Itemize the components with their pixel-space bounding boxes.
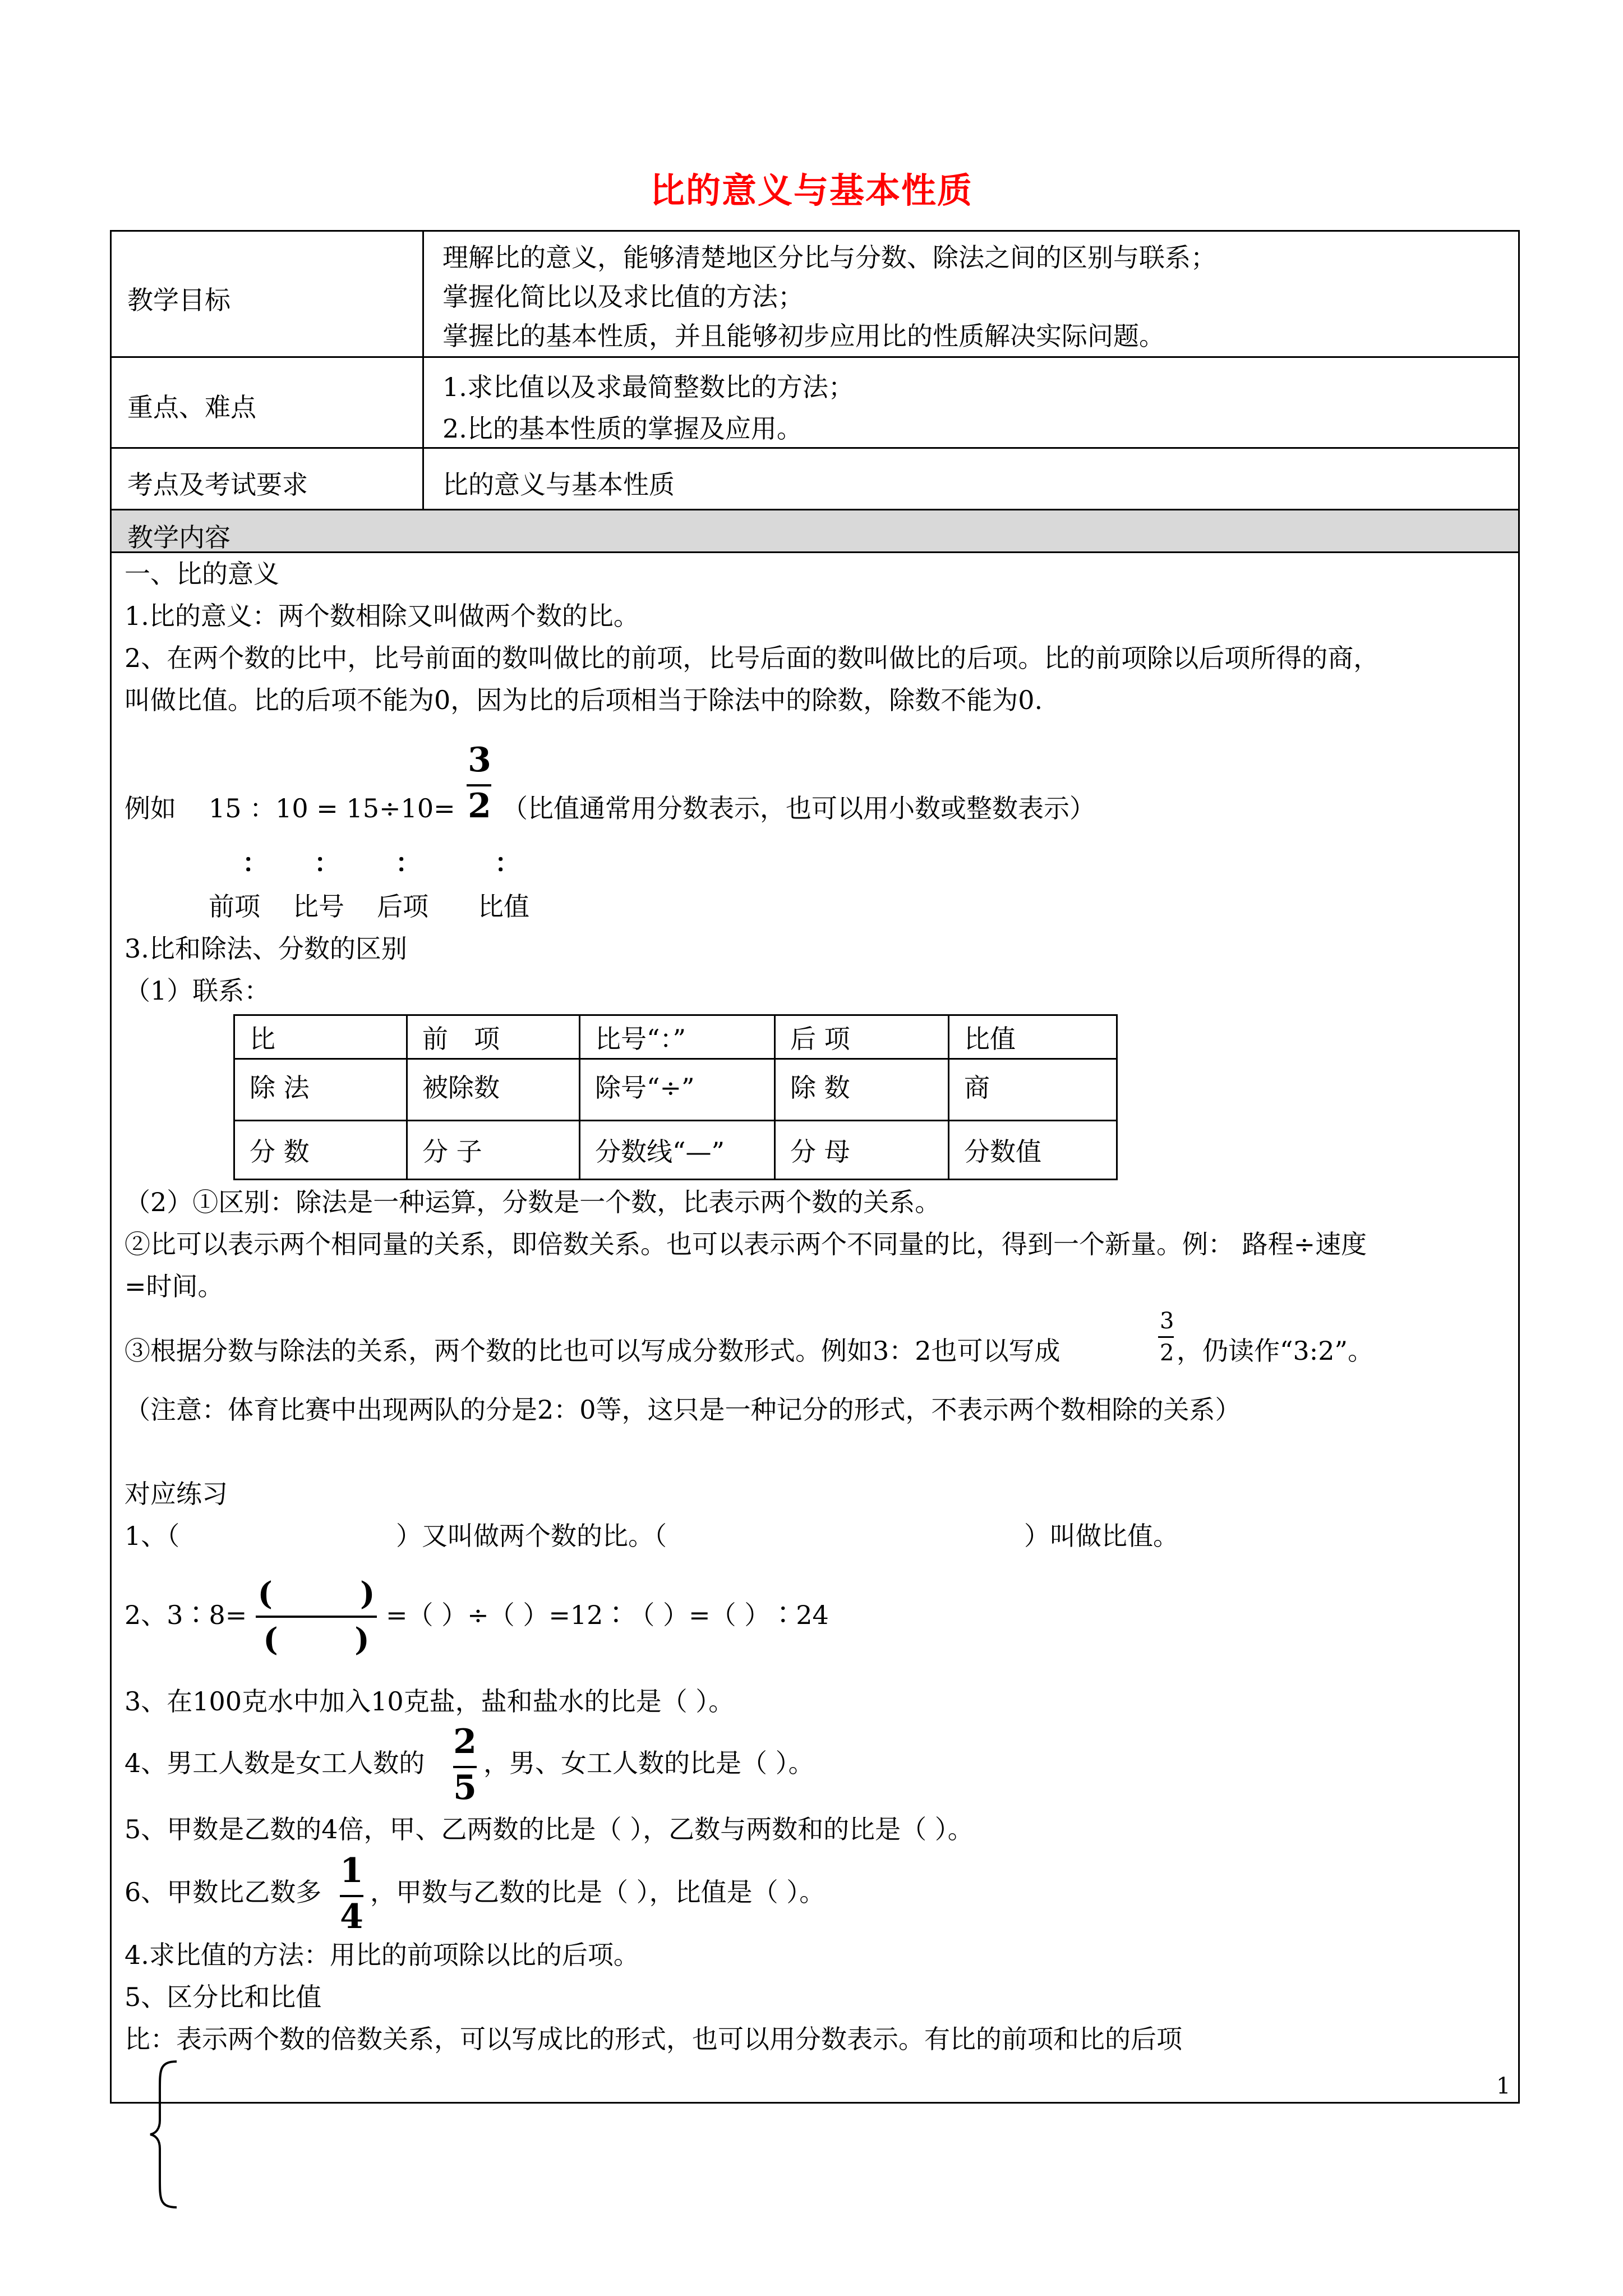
objectives-label: 教学目标 — [127, 285, 230, 315]
question-2-fraction-numerator: ( ) — [257, 1575, 375, 1612]
question-3: 3、在100克水中加入10克盐，盐和盐水的比是（ ）。 — [125, 1686, 735, 1717]
ratio-explanation: 比：表示两个数的倍数关系，可以写成比的形式，也可以用分数表示。有比的前项和比的后项 — [125, 2024, 1182, 2054]
question-4-fraction-numerator: 2 — [453, 1722, 477, 1761]
colon-mark: ： — [314, 848, 340, 878]
difference-3: ③根据分数与除法的关系，两个数的比也可以写成分数形式。例如3：2也可以写成 — [125, 1336, 1061, 1366]
table-cell: 分 数 — [234, 1121, 407, 1180]
table-cell: 后 项 — [775, 1015, 949, 1059]
difference-3-cont: ，仍读作“3:2”。 — [1177, 1336, 1374, 1366]
question-6-part-a: 6、甲数比乙数多 — [125, 1877, 322, 1907]
objective-line: 掌握化简比以及求比值的方法； — [442, 282, 804, 312]
objective-line: 理解比的意义，能够清楚地区分比与分数、除法之间的区别与联系； — [442, 242, 1216, 273]
table-cell: 比 — [234, 1015, 407, 1059]
objective-line: 掌握比的基本性质，并且能够初步应用比的性质解决实际问题。 — [442, 321, 1165, 351]
exam-label-cell — [112, 449, 424, 509]
ratio-definition: 1.比的意义：两个数相除又叫做两个数的比。 — [125, 601, 639, 631]
page-title: 比的意义与基本性质 — [649, 170, 973, 211]
question-2-part-a: 2、3∶8= — [125, 1600, 247, 1630]
exam-value: 比的意义与基本性质 — [442, 470, 675, 500]
question-6-part-b: ，甲数与乙数的比是（ ），比值是（ ）。 — [370, 1877, 826, 1907]
table-cell: 商 — [949, 1059, 1117, 1121]
example-note: （比值通常用分数表示，也可以用小数或整数表示） — [502, 793, 1095, 823]
fraction-bar — [256, 1616, 377, 1618]
table-row — [234, 1015, 1117, 1059]
table-cell: 前 项 — [407, 1015, 580, 1059]
question-4-fraction-denominator: 5 — [453, 1768, 477, 1807]
section5-heading: 5、区分比和比值 — [125, 1982, 322, 2012]
table-cell: 分 母 — [775, 1121, 949, 1180]
term-label-consequent: 后项 — [377, 891, 428, 922]
table-row — [234, 1059, 1117, 1121]
question-2-part-b: =（ ）÷（ ）=12∶（ ）=（ ）∶24 — [386, 1600, 829, 1630]
example-fraction-denominator: 2 — [468, 786, 491, 826]
key-points-label-cell — [112, 358, 424, 447]
table-cell: 分 子 — [407, 1121, 580, 1180]
table-cell: 被除数 — [407, 1059, 580, 1121]
difference-2-cont: =时间。 — [125, 1271, 224, 1301]
term-label-ratio-value: 比值 — [478, 891, 529, 922]
question-1-part-c: ）叫做比值。 — [1024, 1521, 1179, 1551]
key-point-line: 2.比的基本性质的掌握及应用。 — [442, 413, 803, 444]
example-fraction-numerator: 3 — [468, 740, 491, 780]
example-expression: 15 ：10 = 15÷10= — [209, 793, 455, 823]
question-1-part-a: 1、（ — [125, 1521, 180, 1551]
section3-heading: 3.比和除法、分数的区别 — [125, 933, 407, 964]
note: （注意：体育比赛中出现两队的分是2：0等，这只是一种记分的形式，不表示两个数相除的关系） — [125, 1395, 1241, 1425]
term-label-antecedent: 前项 — [209, 891, 260, 922]
ratio-value-method: 4.求比值的方法：用比的前项除以比的后项。 — [125, 1940, 639, 1970]
table-cell: 除 数 — [775, 1059, 949, 1121]
question-4-part-a: 4、男工人数是女工人数的 — [125, 1748, 425, 1778]
table-cell: 比值 — [949, 1015, 1117, 1059]
table-cell: 除 法 — [234, 1059, 407, 1121]
key-points-row — [112, 358, 1518, 449]
difference-2: ②比可以表示两个相同量的关系，即倍数关系。也可以表示两个不同量的比，得到一个新量。例： 路程÷速度 — [125, 1229, 1367, 1259]
diff3-fraction-numerator: 3 — [1160, 1308, 1174, 1334]
section1-heading: 一、比的意义 — [125, 559, 279, 589]
question-5: 5、甲数是乙数的4倍，甲、乙两数的比是（ ），乙数与两数和的比是（ ）。 — [125, 1814, 974, 1844]
comparison-table — [233, 1014, 1118, 1180]
connection-label: （1）联系： — [125, 976, 270, 1006]
ratio-terms-paragraph: 2、在两个数的比中，比号前面的数叫做比的前项，比号后面的数叫做比的后项。比的前项除以后项所得的商， — [125, 643, 1380, 673]
colon-mark: ： — [242, 848, 268, 878]
key-points-label: 重点、难点 — [127, 392, 256, 422]
page-number: 1 — [1496, 2073, 1511, 2099]
practice-heading: 对应练习 — [125, 1479, 228, 1509]
content-label: 教学内容 — [127, 522, 230, 553]
table-row — [234, 1121, 1117, 1180]
table-cell: 分数线“—” — [580, 1121, 775, 1180]
exam-row — [112, 449, 1518, 510]
question-6-fraction-numerator: 1 — [340, 1851, 363, 1890]
colon-mark: ： — [495, 848, 520, 878]
table-cell: 除号“÷” — [580, 1059, 775, 1121]
ratio-terms-paragraph-cont: 叫做比值。比的后项不能为0，因为比的后项相当于除法中的除数，除数不能为0. — [125, 685, 1043, 715]
objectives-row — [112, 232, 1518, 358]
objectives-label-cell — [112, 232, 424, 356]
curly-brace-icon — [146, 2059, 185, 2210]
term-label-ratio-sign: 比号 — [293, 891, 344, 922]
diff3-fraction-denominator: 2 — [1160, 1340, 1174, 1366]
table-cell: 比号“：” — [580, 1015, 775, 1059]
table-cell: 分数值 — [949, 1121, 1117, 1180]
key-point-line: 1.求比值以及求最简整数比的方法； — [442, 372, 854, 402]
question-4-part-b: ，男、女工人数的比是（ ）。 — [483, 1748, 814, 1778]
exam-label: 考点及考试要求 — [127, 470, 308, 500]
question-1-part-b: ）又叫做两个数的比。（ — [396, 1521, 667, 1551]
content-header-row — [112, 510, 1518, 553]
example-prefix: 例如 — [125, 793, 176, 823]
fraction-bar — [1158, 1336, 1174, 1338]
question-6-fraction-denominator: 4 — [340, 1897, 363, 1936]
colon-mark: ： — [395, 848, 421, 878]
question-2-fraction-denominator: ( ) — [263, 1621, 370, 1658]
difference-1: （2）①区别：除法是一种运算，分数是一个数，比表示两个数的关系。 — [125, 1187, 941, 1217]
